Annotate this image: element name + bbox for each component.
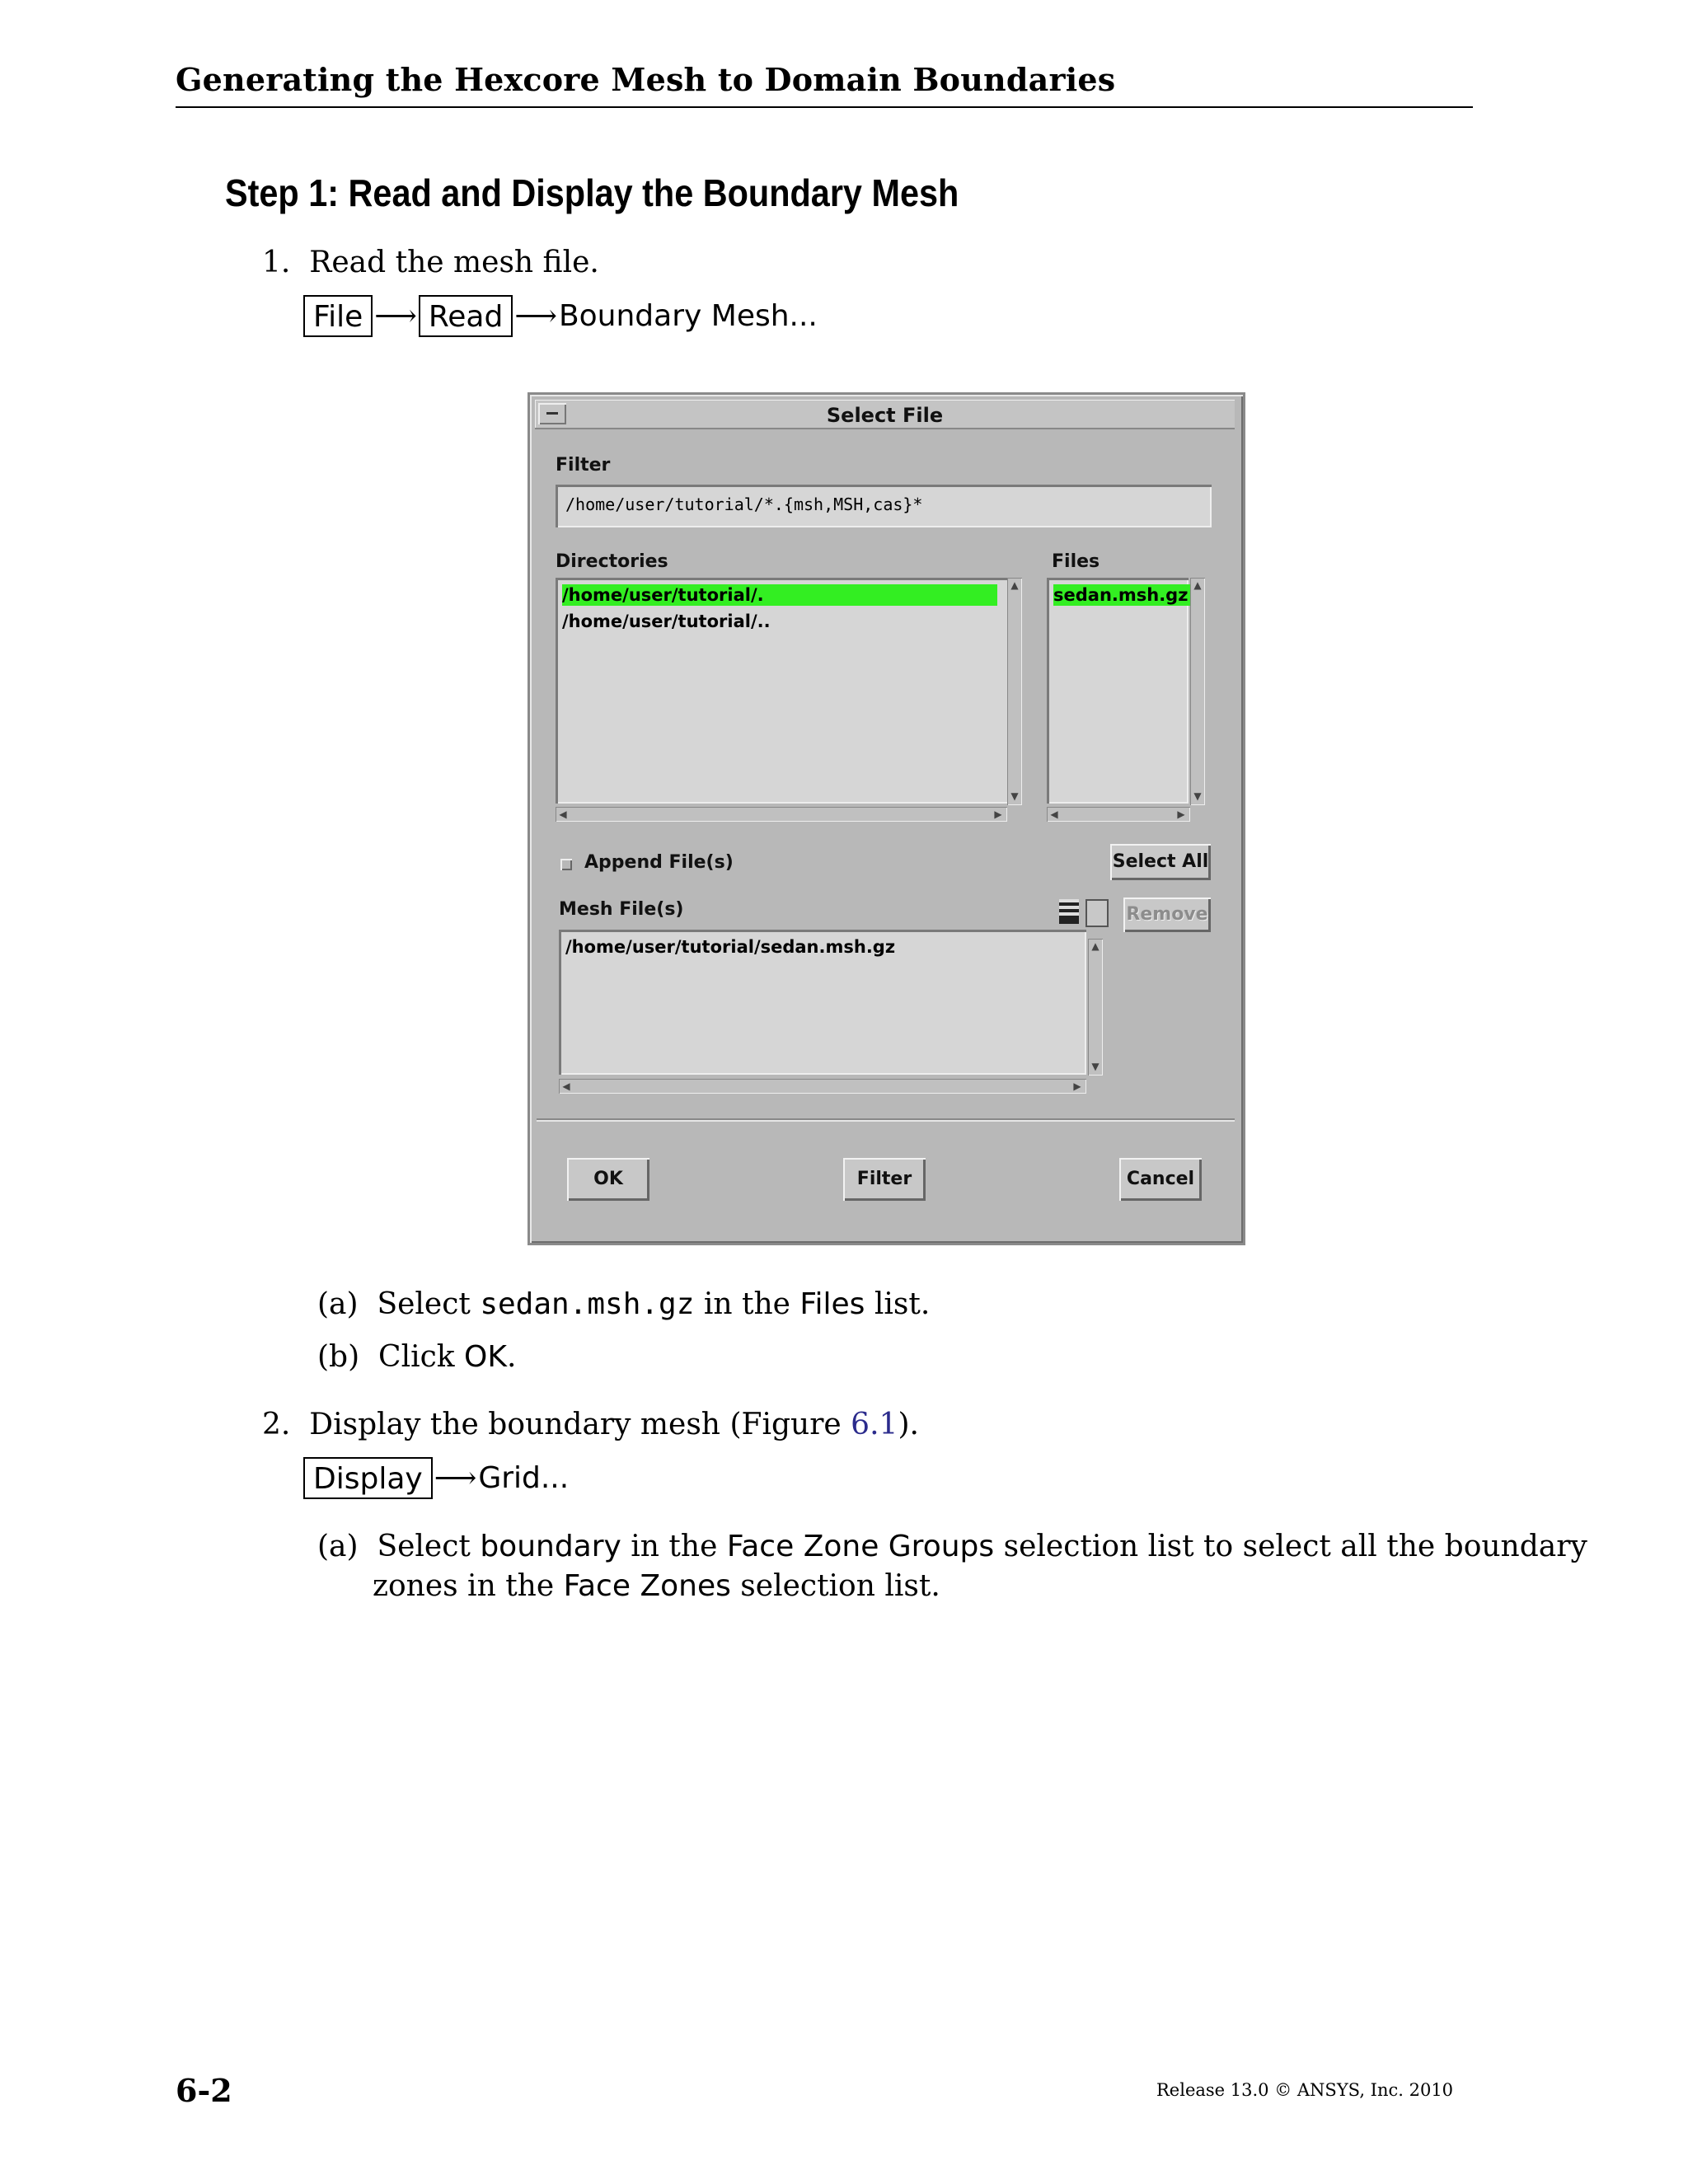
substep-text: Select [377, 1530, 481, 1563]
arrow-icon: ⟶ [514, 299, 557, 333]
substep-text: Select [377, 1287, 481, 1321]
mesh-file-item[interactable]: /home/user/tutorial/sedan.msh.gz [565, 937, 896, 957]
scroll-left-icon[interactable]: ◀ [562, 1080, 570, 1092]
directories-hscrollbar[interactable] [556, 807, 1007, 822]
step-2 [262, 1408, 919, 1441]
directories-list[interactable] [556, 578, 1013, 804]
scroll-down-icon[interactable]: ▼ [1193, 790, 1202, 802]
substep-label: (a) [317, 1530, 359, 1563]
scroll-right-icon[interactable]: ▶ [994, 808, 1002, 820]
arrow-icon: ⟶ [374, 299, 417, 333]
menu-display: Display [303, 1457, 433, 1499]
filter-label: Filter [556, 455, 611, 476]
scroll-right-icon[interactable]: ▶ [1177, 808, 1185, 820]
menu-grid: Grid... [478, 1461, 570, 1495]
select-file-dialog [528, 392, 1245, 1245]
menu-boundary-mesh: Boundary Mesh... [558, 299, 818, 333]
directories-label: Directories [556, 551, 668, 572]
mesh-files-list[interactable] [559, 930, 1086, 1075]
dialog-titlebar [535, 400, 1235, 429]
files-label: Files [1052, 551, 1100, 572]
substep-label: (a) [317, 1287, 359, 1321]
code-filename: sedan.msh.gz [480, 1287, 695, 1321]
mesh-files-vscrollbar[interactable] [1088, 939, 1103, 1076]
menu-path [303, 1457, 569, 1499]
substep-1b [317, 1340, 516, 1374]
figure-link[interactable]: 6.1 [851, 1408, 898, 1441]
mesh-files-hscrollbar[interactable] [559, 1079, 1086, 1094]
files-vscrollbar[interactable] [1190, 578, 1205, 805]
append-files-checkbox[interactable] [560, 859, 572, 870]
step-text: Read the mesh file. [309, 246, 599, 279]
directory-item[interactable]: /home/user/tutorial/.. [562, 612, 771, 631]
detail-view-icon[interactable] [1085, 899, 1109, 927]
menu-path [303, 295, 818, 337]
substep-1a [317, 1287, 930, 1321]
select-all-button[interactable]: Select All [1110, 844, 1211, 880]
ui-term: Files [799, 1287, 865, 1321]
filter-button[interactable]: Filter [843, 1158, 926, 1201]
directory-item[interactable]: /home/user/tutorial/. [562, 584, 997, 606]
header-rule [176, 106, 1473, 108]
scroll-up-icon[interactable]: ▲ [1193, 579, 1202, 591]
file-item[interactable]: sedan.msh.gz [1053, 584, 1191, 606]
scroll-down-icon[interactable]: ▼ [1091, 1061, 1100, 1072]
ui-term: Face Zone Groups [726, 1530, 995, 1563]
substep-2a [317, 1530, 1587, 1563]
scroll-up-icon[interactable]: ▲ [1010, 579, 1019, 591]
step-text: Display the boundary mesh (Figure [309, 1408, 851, 1441]
step-text: ). [898, 1408, 919, 1441]
scroll-left-icon[interactable]: ◀ [1050, 808, 1058, 820]
directories-vscrollbar[interactable] [1007, 578, 1022, 805]
page-number: 6-2 [176, 2072, 232, 2109]
substep-text: selection list to select all the boundary [994, 1530, 1587, 1563]
substep-text: zones in the [373, 1569, 564, 1603]
step-1 [262, 246, 599, 279]
remove-button[interactable]: Remove [1123, 898, 1211, 932]
cancel-button[interactable]: Cancel [1119, 1158, 1202, 1201]
substep-text: in the [621, 1530, 727, 1563]
dialog-title: Select File [826, 404, 944, 427]
scroll-left-icon[interactable]: ◀ [559, 808, 567, 820]
files-list[interactable] [1047, 578, 1189, 804]
arrow-icon: ⟶ [434, 1461, 477, 1495]
substep-text: in the [694, 1287, 800, 1321]
ui-term: Face Zones [563, 1569, 731, 1603]
scroll-down-icon[interactable]: ▼ [1010, 790, 1019, 802]
ok-button[interactable]: OK [567, 1158, 649, 1201]
scroll-right-icon[interactable]: ▶ [1073, 1080, 1081, 1092]
list-view-icon[interactable] [1059, 899, 1079, 924]
substep-label: (b) [317, 1340, 360, 1374]
menu-file: File [303, 295, 373, 337]
filter-input-value: /home/user/tutorial/*.{msh,MSH,cas}* [565, 494, 923, 514]
scroll-up-icon[interactable]: ▲ [1091, 940, 1100, 952]
mesh-files-label: Mesh File(s) [559, 899, 684, 920]
substep-text: list. [865, 1287, 931, 1321]
substep-text: selection list. [730, 1569, 940, 1603]
menu-read: Read [419, 295, 513, 337]
ui-term: OK [464, 1340, 507, 1374]
dialog-separator [537, 1118, 1235, 1120]
release-notice: Release 13.0 © ANSYS, Inc. 2010 [1156, 2080, 1454, 2100]
step-number: 2. [262, 1408, 291, 1441]
substep-2a-line2 [373, 1569, 940, 1603]
step-number: 1. [262, 246, 291, 279]
substep-text: . [506, 1340, 517, 1374]
ui-term: boundary [480, 1530, 621, 1563]
running-header: Generating the Hexcore Mesh to Domain Boundaries [176, 61, 1116, 98]
files-hscrollbar[interactable] [1047, 807, 1190, 822]
section-heading: Step 1: Read and Display the Boundary Mesh [225, 171, 959, 214]
filter-input[interactable] [556, 485, 1212, 527]
substep-text: Click [378, 1340, 465, 1374]
append-files-label: Append File(s) [584, 852, 734, 873]
